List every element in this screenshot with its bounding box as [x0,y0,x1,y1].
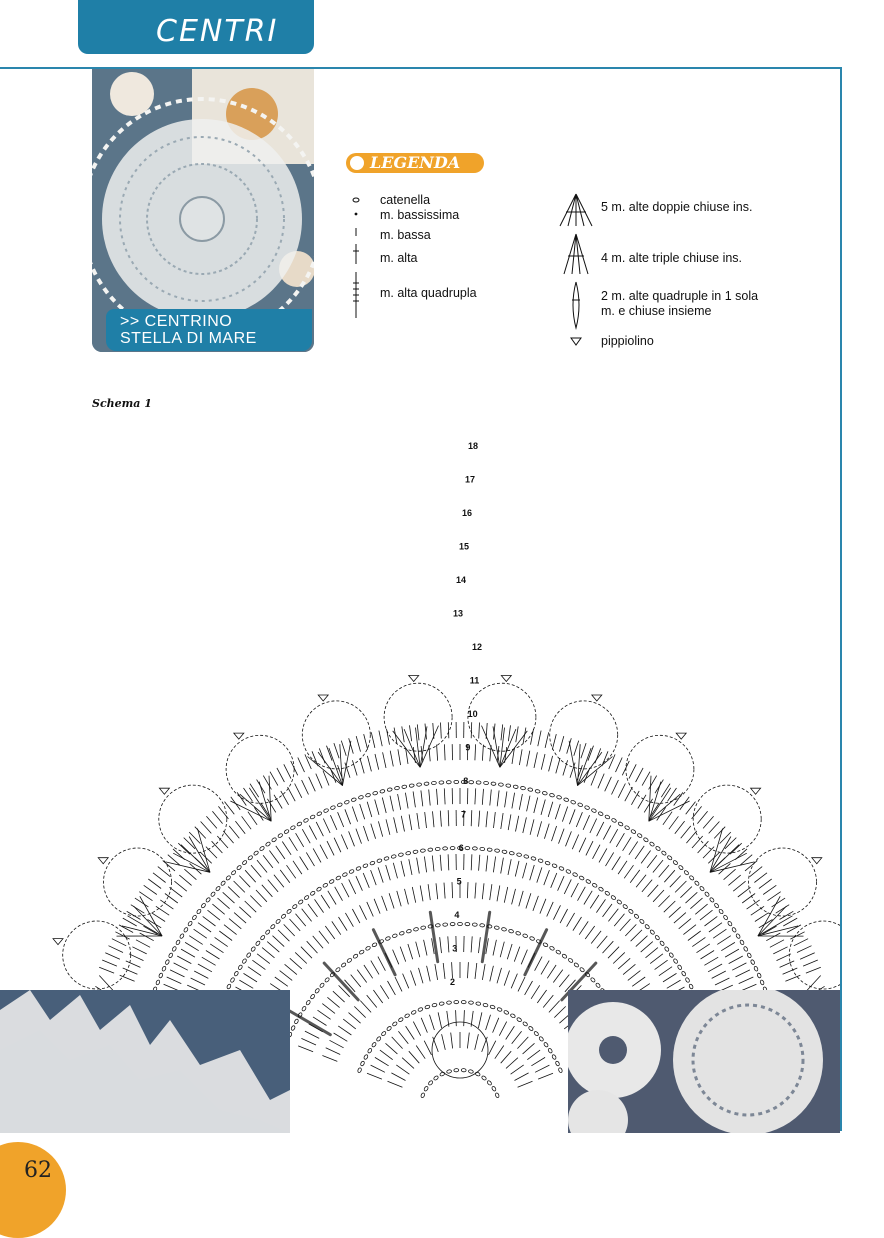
legend-title: LEGENDA [370,153,460,173]
legend-item-5: m. alta quadrupla [380,286,477,301]
legend-right-symbols [556,190,596,350]
row-label-18: 18 [468,441,478,451]
legend-item-3: m. bassa [380,228,431,243]
row-label-5: 5 [457,877,462,887]
double-crochet-icon [353,244,359,264]
row-label-2: 2 [450,977,455,987]
legend-dot-icon [350,156,364,170]
side-rule [840,67,842,1131]
row-label-15: 15 [459,542,469,552]
cluster-5-icon [560,194,592,226]
chain-stitch-icon [353,198,359,202]
detail-photo-edge [0,990,290,1133]
caption-line-2: STELLA DI MARE [120,330,312,347]
legend-item-2: m. bassissima [380,208,459,223]
page-number-badge [0,1142,66,1238]
picot-icon [571,338,581,345]
row-label-16: 16 [462,508,472,518]
row-label-13: 13 [453,609,463,619]
detail-photo-edge-illustration [0,990,290,1133]
cluster-4-icon [564,234,588,274]
doily-photo [92,69,314,352]
row-label-12: 12 [472,642,482,652]
page-number: 62 [24,1158,52,1183]
caption-line-1: >> CENTRINO [120,313,312,330]
legend-item-10: pippiolino [601,334,654,349]
row-label-14: 14 [456,575,466,585]
row-label-11: 11 [470,676,480,686]
legend-item-6: 5 m. alte doppie chiuse ins. [601,200,752,215]
legend-item-1: catenella [380,193,430,208]
photo-caption [106,309,312,351]
legend-left-symbols [346,188,366,328]
row-label-10: 10 [468,709,478,719]
row-label-6: 6 [459,843,464,853]
row-label-17: 17 [465,475,475,485]
cluster-2-icon [572,282,580,328]
detail-photo-motif-illustration [568,990,840,1133]
detail-photo-motif [568,990,840,1133]
schema-label: Schema 1 [92,397,152,410]
legend-title-badge [346,153,484,173]
row-label-3: 3 [452,944,457,954]
row-label-7: 7 [461,810,466,820]
quadruple-treble-icon [353,272,359,318]
section-title: CENTRI [156,14,278,49]
slip-stitch-icon [355,213,358,216]
legend-item-9: m. e chiuse insieme [601,304,711,319]
legend-item-4: m. alta [380,251,418,266]
row-label-8: 8 [463,776,468,786]
row-label-9: 9 [465,743,470,753]
section-tab [78,0,314,54]
row-label-4: 4 [454,910,459,920]
legend-item-8: 2 m. alte quadruple in 1 sola [601,289,758,304]
row-labels [450,441,482,987]
legend-item-7: 4 m. alte triple chiuse ins. [601,251,742,266]
